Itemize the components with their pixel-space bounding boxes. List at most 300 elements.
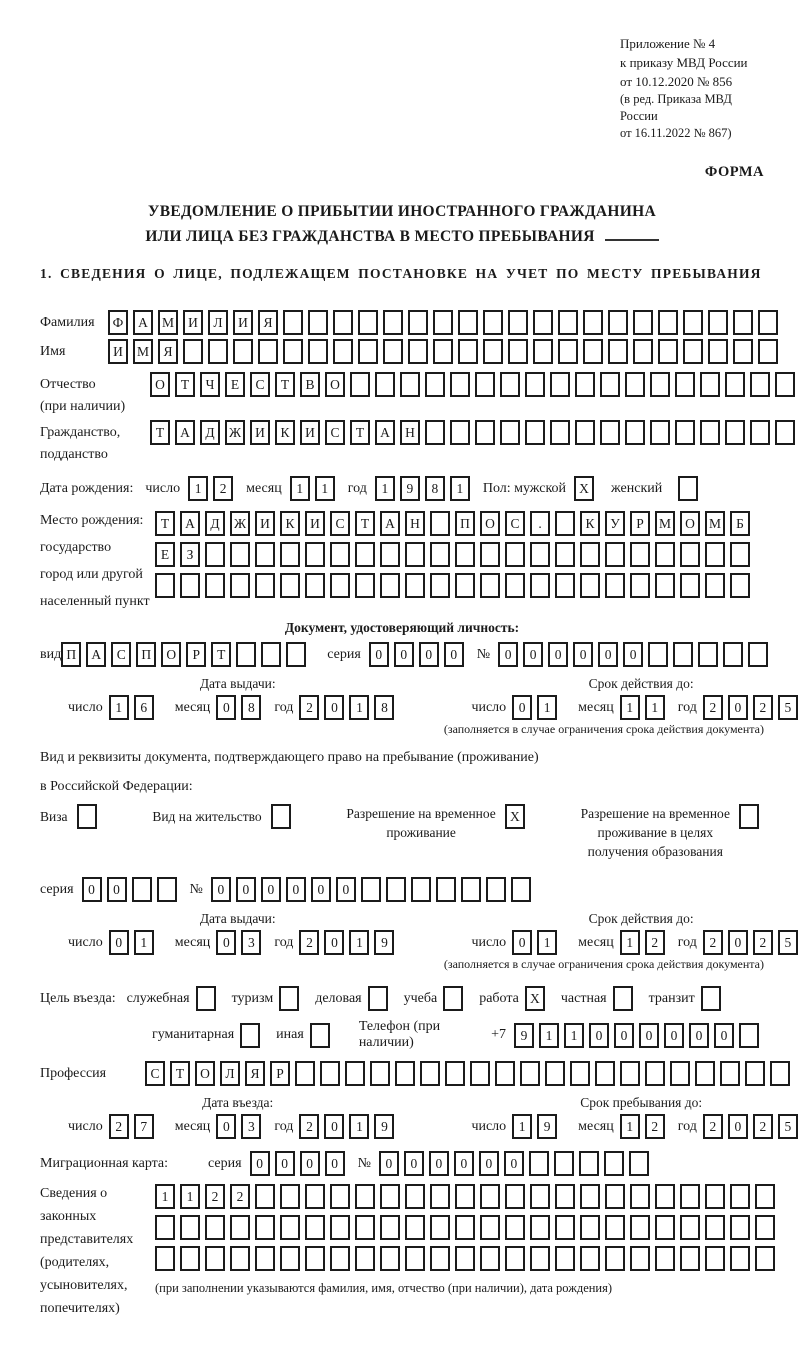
char-box[interactable] (680, 542, 700, 567)
char-box[interactable] (208, 339, 228, 364)
char-box[interactable] (608, 310, 628, 335)
char-box[interactable]: 0 (107, 877, 127, 902)
char-box[interactable] (505, 573, 525, 598)
char-box[interactable]: Я (258, 310, 278, 335)
char-box[interactable] (775, 420, 795, 445)
char-box[interactable] (430, 1215, 450, 1240)
char-box[interactable] (455, 542, 475, 567)
char-box[interactable]: 0 (300, 1151, 320, 1176)
char-box[interactable] (310, 1023, 330, 1048)
char-box[interactable] (683, 339, 703, 364)
char-box[interactable] (755, 1215, 775, 1240)
char-box[interactable]: 1 (315, 476, 335, 501)
char-box[interactable] (505, 1215, 525, 1240)
char-box[interactable]: 0 (728, 930, 748, 955)
char-box[interactable] (533, 339, 553, 364)
char-box[interactable] (633, 339, 653, 364)
char-box[interactable] (608, 339, 628, 364)
char-box[interactable] (630, 1246, 650, 1271)
char-box[interactable] (358, 339, 378, 364)
char-box[interactable] (733, 310, 753, 335)
char-box[interactable] (405, 1184, 425, 1209)
char-box[interactable] (433, 310, 453, 335)
char-box[interactable] (205, 1246, 225, 1271)
char-box[interactable]: 0 (216, 930, 236, 955)
char-box[interactable] (330, 573, 350, 598)
char-box[interactable] (495, 1061, 515, 1086)
char-box[interactable]: Т (170, 1061, 190, 1086)
char-box[interactable] (583, 339, 603, 364)
char-box[interactable] (180, 1246, 200, 1271)
char-box[interactable]: Ч (200, 372, 220, 397)
char-box[interactable] (180, 1215, 200, 1240)
char-box[interactable] (650, 420, 670, 445)
char-box[interactable] (470, 1061, 490, 1086)
char-box[interactable]: М (133, 339, 153, 364)
char-box[interactable]: И (233, 310, 253, 335)
char-box[interactable]: 0 (728, 695, 748, 720)
char-box[interactable]: 0 (261, 877, 281, 902)
char-box[interactable]: К (580, 511, 600, 536)
char-box[interactable]: 2 (753, 695, 773, 720)
char-box[interactable] (295, 1061, 315, 1086)
char-box[interactable] (580, 1215, 600, 1240)
char-box[interactable] (445, 1061, 465, 1086)
char-box[interactable] (155, 1246, 175, 1271)
char-box[interactable]: 0 (623, 642, 643, 667)
char-box[interactable]: 0 (82, 877, 102, 902)
char-box[interactable]: Ф (108, 310, 128, 335)
char-box[interactable] (255, 1215, 275, 1240)
char-box[interactable]: Р (630, 511, 650, 536)
char-box[interactable] (723, 642, 743, 667)
char-box[interactable] (425, 372, 445, 397)
char-box[interactable]: Н (405, 511, 425, 536)
char-box[interactable]: 0 (598, 642, 618, 667)
char-box[interactable] (655, 573, 675, 598)
char-box[interactable]: Я (245, 1061, 265, 1086)
char-box[interactable] (698, 642, 718, 667)
char-box[interactable]: М (655, 511, 675, 536)
char-box[interactable] (555, 573, 575, 598)
char-box[interactable] (280, 1184, 300, 1209)
char-box[interactable] (230, 1246, 250, 1271)
char-box[interactable] (405, 573, 425, 598)
char-box[interactable] (505, 1246, 525, 1271)
char-box[interactable]: О (150, 372, 170, 397)
char-box[interactable] (475, 372, 495, 397)
char-box[interactable]: 9 (374, 1114, 394, 1139)
char-box[interactable] (648, 642, 668, 667)
char-box[interactable]: И (183, 310, 203, 335)
char-box[interactable] (361, 877, 381, 902)
char-box[interactable]: Т (211, 642, 231, 667)
char-box[interactable] (725, 372, 745, 397)
char-box[interactable]: 1 (180, 1184, 200, 1209)
char-box[interactable]: 8 (425, 476, 445, 501)
char-box[interactable]: 0 (324, 695, 344, 720)
char-box[interactable]: Н (400, 420, 420, 445)
char-box[interactable] (230, 573, 250, 598)
char-box[interactable] (555, 1215, 575, 1240)
char-box[interactable]: И (255, 511, 275, 536)
char-box[interactable] (558, 339, 578, 364)
char-box[interactable] (380, 542, 400, 567)
char-box[interactable] (183, 339, 203, 364)
char-box[interactable] (708, 339, 728, 364)
char-box[interactable] (630, 573, 650, 598)
char-box[interactable]: 0 (714, 1023, 734, 1048)
char-box[interactable]: 1 (537, 930, 557, 955)
char-box[interactable] (236, 642, 256, 667)
char-box[interactable]: И (250, 420, 270, 445)
char-box[interactable] (483, 339, 503, 364)
char-box[interactable]: 0 (639, 1023, 659, 1048)
char-box[interactable] (530, 1246, 550, 1271)
char-box[interactable]: 2 (645, 1114, 665, 1139)
char-box[interactable] (233, 339, 253, 364)
char-box[interactable]: И (108, 339, 128, 364)
char-box[interactable]: С (111, 642, 131, 667)
char-box[interactable] (205, 573, 225, 598)
char-box[interactable] (600, 372, 620, 397)
char-box[interactable]: П (136, 642, 156, 667)
char-box[interactable] (450, 372, 470, 397)
char-box[interactable] (705, 542, 725, 567)
char-box[interactable]: 0 (324, 930, 344, 955)
char-box[interactable] (411, 877, 431, 902)
char-box[interactable] (425, 420, 445, 445)
char-box[interactable]: 5 (778, 1114, 798, 1139)
char-box[interactable] (400, 372, 420, 397)
char-box[interactable] (132, 877, 152, 902)
char-box[interactable] (395, 1061, 415, 1086)
char-box[interactable]: 9 (537, 1114, 557, 1139)
char-box[interactable] (350, 372, 370, 397)
char-box[interactable] (555, 511, 575, 536)
char-box[interactable]: Л (220, 1061, 240, 1086)
char-box[interactable] (157, 877, 177, 902)
char-box[interactable] (430, 1246, 450, 1271)
char-box[interactable] (305, 573, 325, 598)
char-box[interactable] (550, 420, 570, 445)
char-box[interactable]: 0 (614, 1023, 634, 1048)
char-box[interactable]: 2 (703, 695, 723, 720)
char-box[interactable]: 0 (548, 642, 568, 667)
char-box[interactable] (678, 476, 698, 501)
char-box[interactable] (575, 420, 595, 445)
char-box[interactable] (155, 573, 175, 598)
char-box[interactable] (758, 339, 778, 364)
char-box[interactable]: 1 (134, 930, 154, 955)
char-box[interactable] (283, 339, 303, 364)
char-box[interactable]: 2 (299, 930, 319, 955)
char-box[interactable] (579, 1151, 599, 1176)
char-box[interactable] (730, 1184, 750, 1209)
char-box[interactable] (436, 877, 456, 902)
char-box[interactable]: А (175, 420, 195, 445)
char-box[interactable]: О (325, 372, 345, 397)
char-box[interactable] (420, 1061, 440, 1086)
char-box[interactable] (475, 420, 495, 445)
char-box[interactable]: Д (200, 420, 220, 445)
char-box[interactable] (730, 542, 750, 567)
char-box[interactable]: Т (355, 511, 375, 536)
char-box[interactable]: О (480, 511, 500, 536)
char-box[interactable]: 0 (250, 1151, 270, 1176)
char-box[interactable] (700, 420, 720, 445)
char-box[interactable] (508, 339, 528, 364)
char-box[interactable] (330, 1184, 350, 1209)
char-box[interactable] (745, 1061, 765, 1086)
char-box[interactable]: 2 (703, 1114, 723, 1139)
char-box[interactable]: А (380, 511, 400, 536)
char-box[interactable] (655, 1215, 675, 1240)
char-box[interactable]: 0 (286, 877, 306, 902)
char-box[interactable] (255, 1184, 275, 1209)
char-box[interactable] (443, 986, 463, 1011)
char-box[interactable] (775, 372, 795, 397)
char-box[interactable] (280, 542, 300, 567)
char-box[interactable] (625, 420, 645, 445)
char-box[interactable]: 1 (620, 695, 640, 720)
char-box[interactable] (433, 339, 453, 364)
char-box[interactable]: Л (208, 310, 228, 335)
char-box[interactable]: 0 (573, 642, 593, 667)
char-box[interactable] (650, 372, 670, 397)
char-box[interactable] (255, 1246, 275, 1271)
char-box[interactable]: 2 (645, 930, 665, 955)
char-box[interactable] (750, 372, 770, 397)
char-box[interactable] (505, 542, 525, 567)
char-box[interactable]: Е (225, 372, 245, 397)
char-box[interactable]: 1 (349, 930, 369, 955)
char-box[interactable]: С (250, 372, 270, 397)
char-box[interactable] (695, 1061, 715, 1086)
char-box[interactable] (658, 310, 678, 335)
char-box[interactable]: 6 (134, 695, 154, 720)
char-box[interactable]: 0 (728, 1114, 748, 1139)
char-box[interactable]: 0 (454, 1151, 474, 1176)
char-box[interactable] (500, 372, 520, 397)
char-box[interactable] (605, 1246, 625, 1271)
char-box[interactable] (455, 1246, 475, 1271)
char-box[interactable]: А (180, 511, 200, 536)
char-box[interactable] (286, 642, 306, 667)
char-box[interactable] (758, 310, 778, 335)
char-box[interactable] (230, 542, 250, 567)
char-box[interactable] (305, 542, 325, 567)
char-box[interactable] (345, 1061, 365, 1086)
char-box[interactable]: 7 (134, 1114, 154, 1139)
char-box[interactable] (730, 1215, 750, 1240)
char-box[interactable]: 0 (379, 1151, 399, 1176)
char-box[interactable] (280, 573, 300, 598)
char-box[interactable] (580, 573, 600, 598)
char-box[interactable]: 0 (504, 1151, 524, 1176)
char-box[interactable] (605, 542, 625, 567)
char-box[interactable] (455, 1215, 475, 1240)
char-box[interactable] (355, 1215, 375, 1240)
char-box[interactable] (305, 1184, 325, 1209)
char-box[interactable]: X (574, 476, 594, 501)
char-box[interactable] (525, 372, 545, 397)
char-box[interactable] (405, 542, 425, 567)
char-box[interactable] (483, 310, 503, 335)
char-box[interactable]: Т (350, 420, 370, 445)
char-box[interactable]: 0 (336, 877, 356, 902)
char-box[interactable] (455, 573, 475, 598)
char-box[interactable]: 1 (645, 695, 665, 720)
char-box[interactable] (383, 339, 403, 364)
char-box[interactable] (530, 542, 550, 567)
char-box[interactable]: 0 (512, 930, 532, 955)
char-box[interactable] (705, 1246, 725, 1271)
char-box[interactable] (458, 339, 478, 364)
char-box[interactable] (305, 1246, 325, 1271)
char-box[interactable] (708, 310, 728, 335)
char-box[interactable] (583, 310, 603, 335)
char-box[interactable] (558, 310, 578, 335)
char-box[interactable]: 1 (349, 695, 369, 720)
char-box[interactable] (550, 372, 570, 397)
char-box[interactable] (320, 1061, 340, 1086)
char-box[interactable] (570, 1061, 590, 1086)
char-box[interactable]: 1 (450, 476, 470, 501)
char-box[interactable]: К (280, 511, 300, 536)
char-box[interactable] (658, 339, 678, 364)
char-box[interactable] (720, 1061, 740, 1086)
char-box[interactable]: 2 (205, 1184, 225, 1209)
char-box[interactable] (680, 1246, 700, 1271)
char-box[interactable] (595, 1061, 615, 1086)
char-box[interactable]: О (680, 511, 700, 536)
char-box[interactable] (625, 372, 645, 397)
char-box[interactable]: 0 (324, 1114, 344, 1139)
char-box[interactable] (355, 542, 375, 567)
char-box[interactable]: 1 (620, 1114, 640, 1139)
char-box[interactable] (240, 1023, 260, 1048)
char-box[interactable]: 1 (155, 1184, 175, 1209)
char-box[interactable]: 0 (664, 1023, 684, 1048)
char-box[interactable]: X (525, 986, 545, 1011)
char-box[interactable]: З (180, 542, 200, 567)
char-box[interactable]: 0 (523, 642, 543, 667)
char-box[interactable] (733, 339, 753, 364)
char-box[interactable]: Я (158, 339, 178, 364)
char-box[interactable] (680, 1215, 700, 1240)
char-box[interactable]: 1 (620, 930, 640, 955)
char-box[interactable]: 0 (211, 877, 231, 902)
char-box[interactable]: Т (155, 511, 175, 536)
char-box[interactable]: 0 (689, 1023, 709, 1048)
char-box[interactable] (755, 1184, 775, 1209)
char-box[interactable] (450, 420, 470, 445)
char-box[interactable] (480, 542, 500, 567)
char-box[interactable]: 3 (241, 930, 261, 955)
char-box[interactable] (705, 573, 725, 598)
char-box[interactable]: 8 (241, 695, 261, 720)
char-box[interactable]: 9 (400, 476, 420, 501)
char-box[interactable]: И (305, 511, 325, 536)
char-box[interactable] (383, 310, 403, 335)
char-box[interactable] (645, 1061, 665, 1086)
char-box[interactable]: 2 (230, 1184, 250, 1209)
char-box[interactable]: 0 (236, 877, 256, 902)
char-box[interactable] (508, 310, 528, 335)
char-box[interactable]: . (530, 511, 550, 536)
char-box[interactable] (380, 1184, 400, 1209)
char-box[interactable]: С (325, 420, 345, 445)
char-box[interactable]: 0 (589, 1023, 609, 1048)
char-box[interactable] (430, 573, 450, 598)
char-box[interactable]: 5 (778, 930, 798, 955)
char-box[interactable] (408, 339, 428, 364)
char-box[interactable] (271, 804, 291, 829)
char-box[interactable] (555, 1246, 575, 1271)
char-box[interactable] (480, 573, 500, 598)
char-box[interactable] (705, 1184, 725, 1209)
char-box[interactable] (520, 1061, 540, 1086)
char-box[interactable]: 1 (375, 476, 395, 501)
char-box[interactable]: А (86, 642, 106, 667)
char-box[interactable] (580, 1184, 600, 1209)
char-box[interactable]: 0 (498, 642, 518, 667)
char-box[interactable]: П (61, 642, 81, 667)
char-box[interactable] (333, 310, 353, 335)
char-box[interactable] (545, 1061, 565, 1086)
char-box[interactable] (750, 420, 770, 445)
char-box[interactable] (386, 877, 406, 902)
char-box[interactable]: Т (275, 372, 295, 397)
char-box[interactable] (330, 542, 350, 567)
char-box[interactable]: 1 (188, 476, 208, 501)
char-box[interactable] (155, 1215, 175, 1240)
char-box[interactable] (630, 1215, 650, 1240)
char-box[interactable]: Р (270, 1061, 290, 1086)
char-box[interactable] (486, 877, 506, 902)
char-box[interactable] (580, 542, 600, 567)
char-box[interactable] (380, 1215, 400, 1240)
char-box[interactable] (230, 1215, 250, 1240)
char-box[interactable] (525, 420, 545, 445)
char-box[interactable]: Д (205, 511, 225, 536)
char-box[interactable]: 0 (419, 642, 439, 667)
char-box[interactable] (555, 1184, 575, 1209)
char-box[interactable] (458, 310, 478, 335)
char-box[interactable]: А (133, 310, 153, 335)
char-box[interactable] (330, 1246, 350, 1271)
char-box[interactable]: М (158, 310, 178, 335)
char-box[interactable]: 0 (429, 1151, 449, 1176)
char-box[interactable]: 1 (290, 476, 310, 501)
char-box[interactable] (575, 372, 595, 397)
char-box[interactable]: С (145, 1061, 165, 1086)
char-box[interactable] (739, 804, 759, 829)
char-box[interactable] (755, 1246, 775, 1271)
char-box[interactable]: 9 (374, 930, 394, 955)
char-box[interactable] (283, 310, 303, 335)
char-box[interactable] (330, 1215, 350, 1240)
char-box[interactable] (705, 1215, 725, 1240)
char-box[interactable]: 1 (349, 1114, 369, 1139)
char-box[interactable]: 2 (213, 476, 233, 501)
char-box[interactable]: А (375, 420, 395, 445)
char-box[interactable] (375, 372, 395, 397)
char-box[interactable]: 0 (216, 695, 236, 720)
char-box[interactable] (730, 1246, 750, 1271)
char-box[interactable] (430, 542, 450, 567)
